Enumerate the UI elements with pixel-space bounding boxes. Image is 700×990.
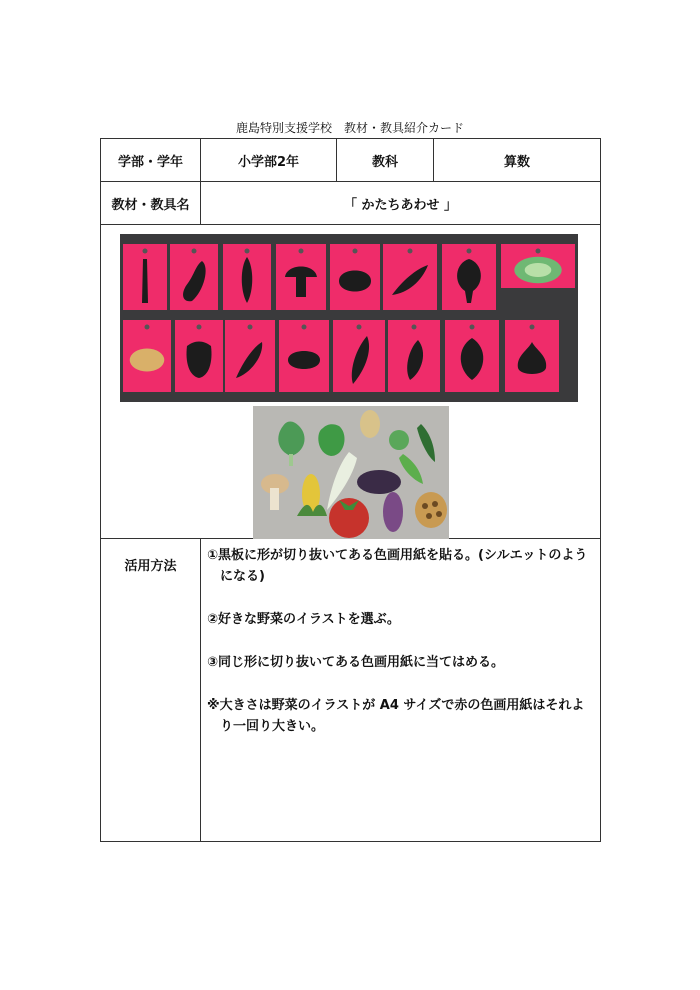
material-card-table [100, 138, 601, 842]
pin-icon [536, 249, 541, 254]
usage-line [207, 673, 590, 695]
usage-description [201, 539, 601, 842]
pin-icon [353, 249, 358, 254]
usage-line: ①黒板に形が切り抜いてある色画用紙を貼る。(シルエットのよう [207, 548, 588, 563]
pin-icon [192, 249, 197, 254]
pin-icon [412, 325, 417, 330]
usage-line: ②好きな野菜のイラストを選ぶ。 [207, 612, 400, 627]
cabbage-illustration [389, 430, 409, 450]
vegetable-illustrations-photo [253, 406, 449, 539]
blackboard-photo [120, 234, 578, 402]
onion-icon [288, 351, 320, 369]
pin-icon [467, 249, 472, 254]
pin-icon [248, 325, 253, 330]
usage-line: り一回り大きい。 [207, 719, 325, 734]
pin-icon [408, 249, 413, 254]
pin-icon [245, 249, 250, 254]
usage-label: 活用方法 [101, 539, 201, 842]
pin-icon [530, 325, 535, 330]
eggplant-illustration [357, 470, 401, 494]
usage-line: ※大きさは野菜のイラストが A4 サイズで赤の色画用紙はそれよ [207, 698, 585, 713]
potato-illustration [360, 410, 380, 438]
potato-icon [130, 348, 165, 371]
grade-label: 学部・学年 [101, 139, 201, 182]
usage-line [207, 630, 590, 652]
material-name-value: 「 かたちあわせ 」 [201, 182, 601, 225]
pin-icon [145, 325, 150, 330]
cabbage-icon [525, 263, 552, 277]
material-name-label: 教材・教具名 [101, 182, 201, 225]
lotusroot-illustration [415, 492, 447, 528]
pin-icon [197, 325, 202, 330]
usage-line: になる) [207, 569, 265, 584]
pin-icon [302, 325, 307, 330]
usage-line [207, 587, 590, 609]
tomato-icon [339, 271, 371, 292]
photo-cell [101, 225, 601, 539]
tomato-illustration [329, 498, 369, 538]
usage-line: ③同じ形に切り抜いてある色画用紙に当てはめる。 [207, 655, 505, 670]
document-title: 鹿島特別支援学校 教材・教具紹介カード [235, 121, 464, 135]
subject-label: 教科 [337, 139, 434, 182]
subject-value: 算数 [434, 139, 601, 182]
pin-icon [357, 325, 362, 330]
sweetpotato-illustration [383, 492, 403, 532]
grade-value: 小学部2年 [201, 139, 337, 182]
pin-icon [299, 249, 304, 254]
carrot-icon [142, 259, 148, 303]
pin-icon [470, 325, 475, 330]
pin-icon [143, 249, 148, 254]
